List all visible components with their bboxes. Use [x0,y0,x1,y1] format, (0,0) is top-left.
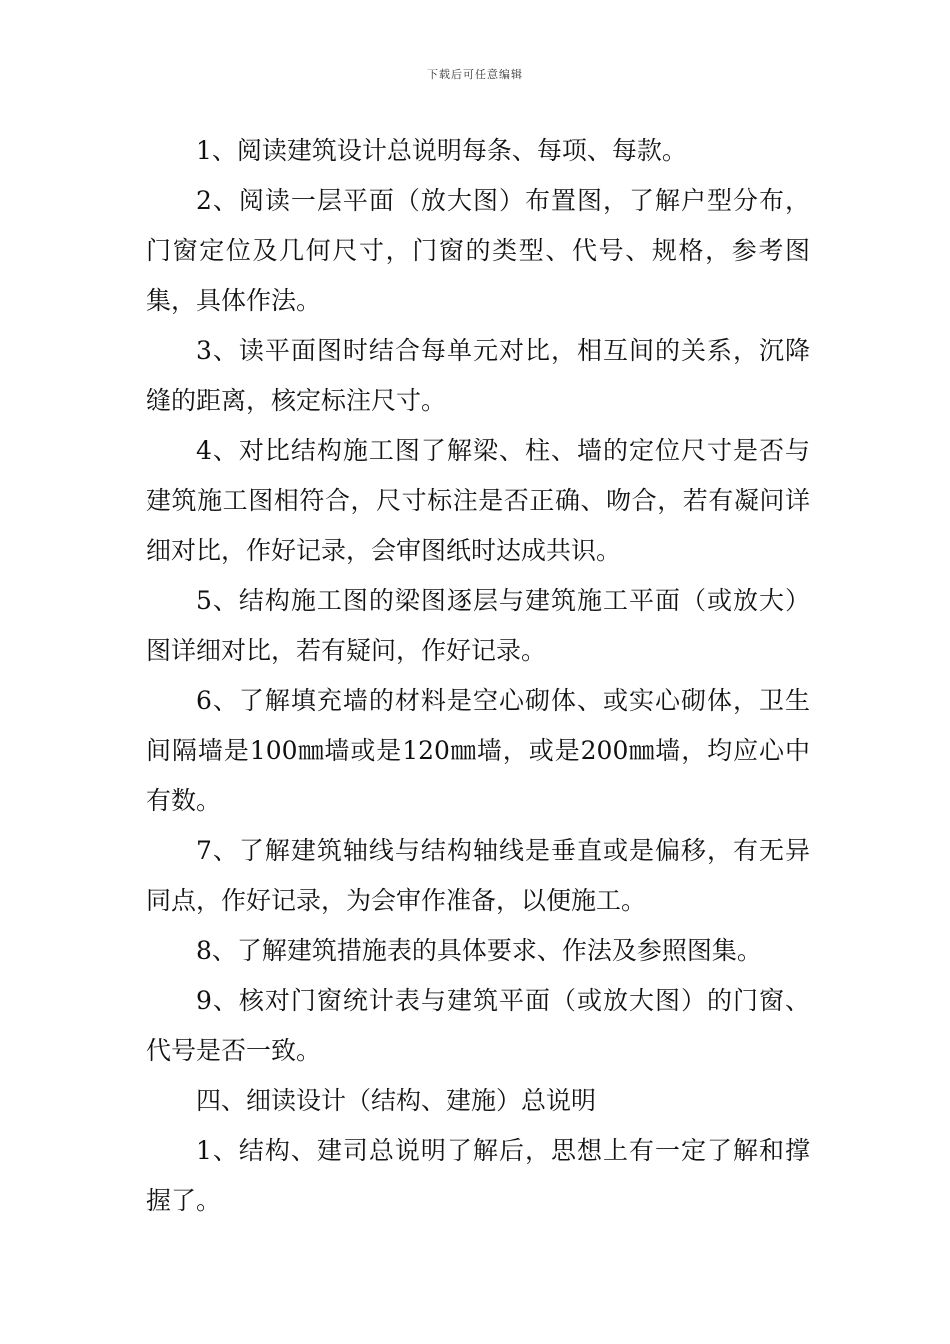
paragraph-3: 3、读平面图时结合每单元对比，相互间的关系，沉降缝的距离，核定标注尺寸。 [146,336,810,415]
paragraph-2: 2、阅读一层平面（放大图）布置图，了解户型分布，门窗定位及几何尺寸，门窗的类型、代号、规格，参考图集，具体作法。 [146,186,810,315]
page-header-note: 下载后可任意编辑 [427,68,523,81]
paragraph-8: 8、了解建筑措施表的具体要求、作法及参照图集。 [196,936,762,965]
paragraph-1: 1、阅读建筑设计总说明每条、每项、每款。 [196,136,687,165]
paragraph-7: 7、了解建筑轴线与结构轴线是垂直或是偏移，有无异同点，作好记录，为会审作准备，以便施工。 [146,836,810,915]
document-body [146,126,810,1226]
paragraph-6: 6、了解填充墙的材料是空心砌体、或实心砌体，卫生间隔墙是100㎜墙或是120㎜墙，或是200㎜墙，均应心中有数。 [146,686,810,815]
paragraph-10: 1、结构、建司总说明了解后，思想上有一定了解和撑握了。 [146,1136,810,1215]
section-heading: 四、细读设计（结构、建施）总说明 [196,1086,597,1115]
paragraph-5: 5、结构施工图的梁图逐层与建筑施工平面（或放大）图详细对比，若有疑问，作好记录。 [146,586,810,665]
paragraph-9: 9、核对门窗统计表与建筑平面（或放大图）的门窗、代号是否一致。 [146,986,810,1065]
paragraph-4: 4、对比结构施工图了解梁、柱、墙的定位尺寸是否与建筑施工图相符合，尺寸标注是否正确、吻合，若有凝问详细对比，作好记录，会审图纸时达成共识。 [146,436,810,565]
